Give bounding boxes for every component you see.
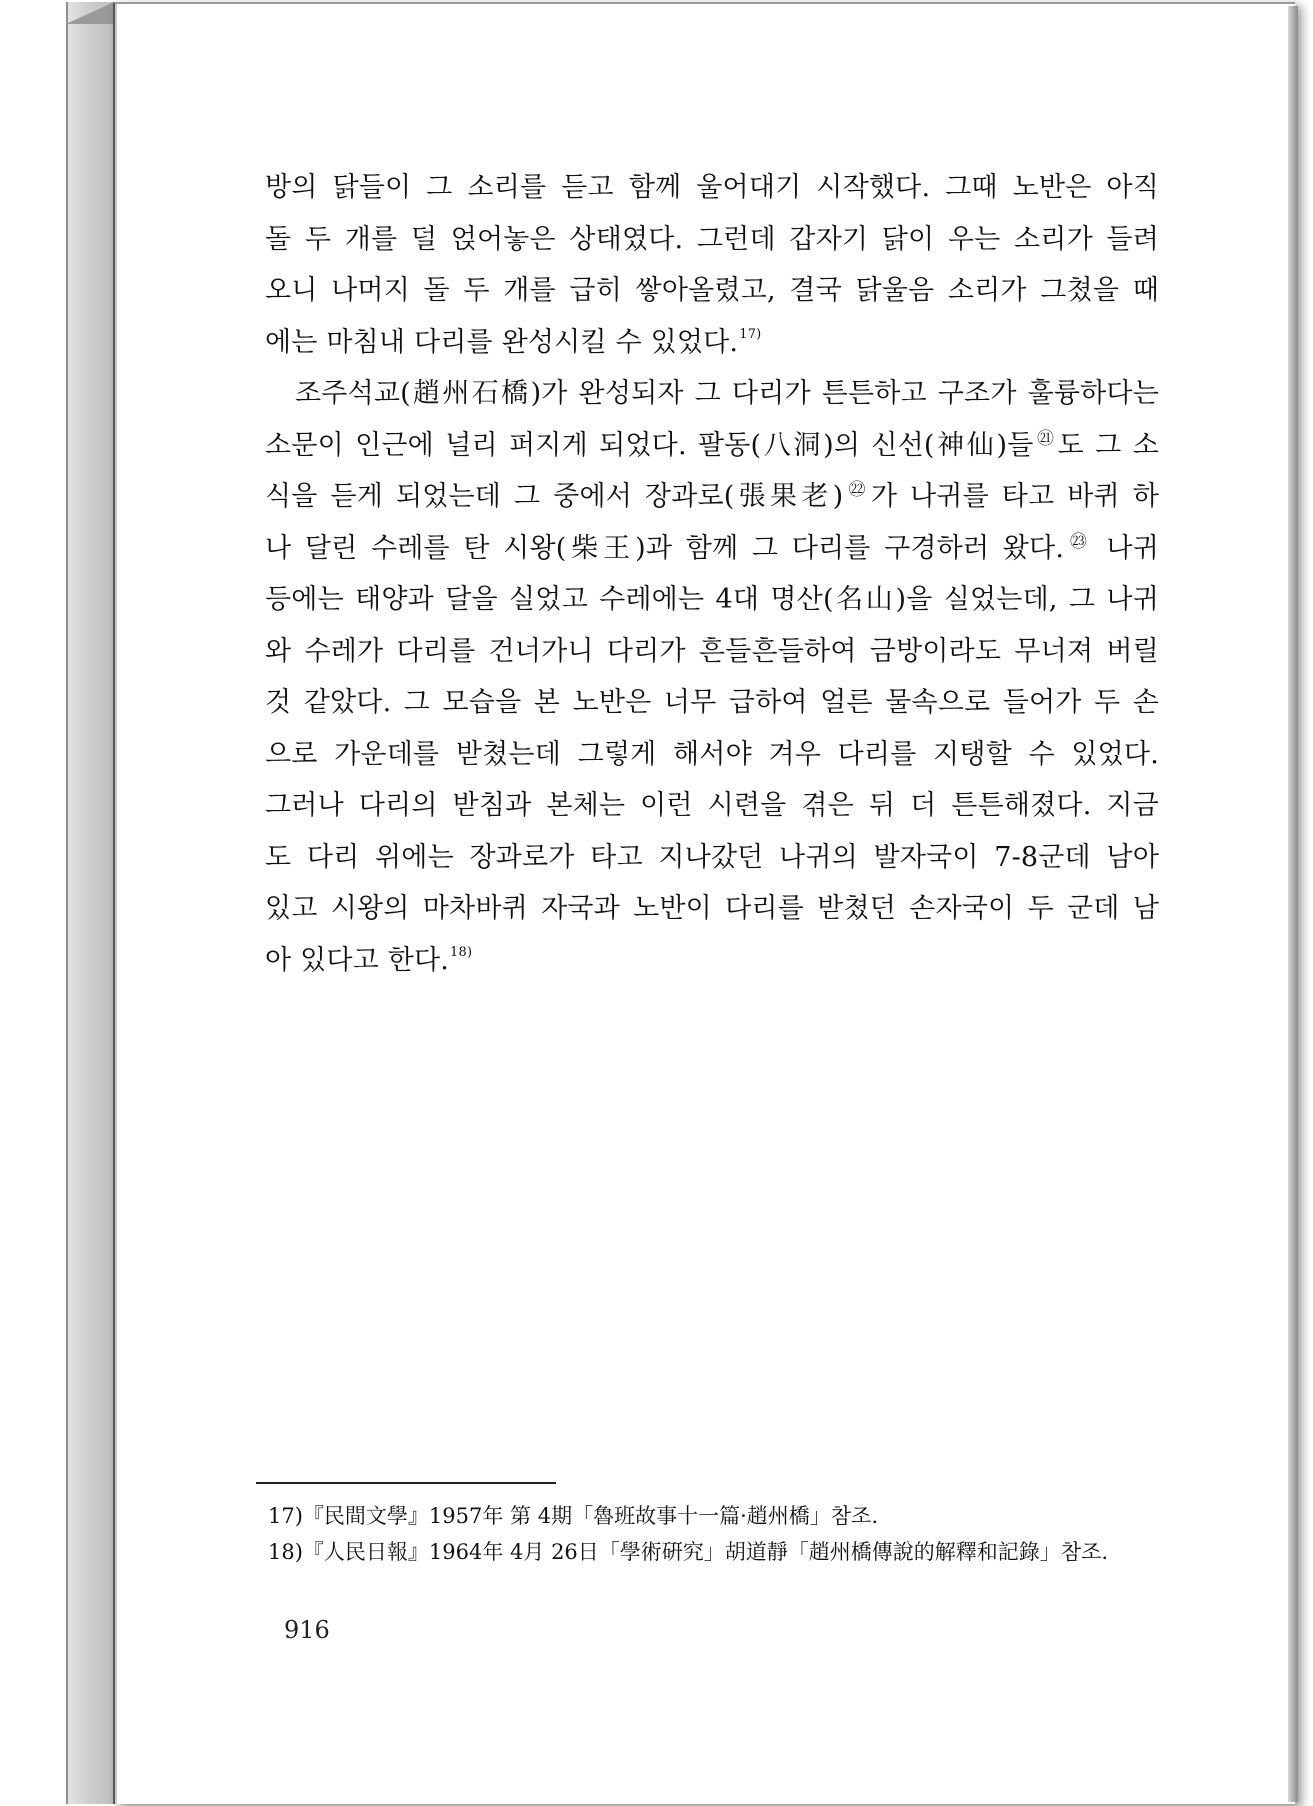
text-line: 도 다리 위에는 장과로가 타고 지나갔던 나귀의 발자국이 7-8군데 남아: [265, 841, 1159, 873]
footnote-mark: 17): [739, 326, 762, 342]
footnote: 18)『人民日報』1964年 4月 26日「學術硏究」胡道靜「趙州橋傳說的解釋和記錄」참조.: [268, 1540, 1109, 1564]
text-line: 것 같았다. 그 모습을 본 노반은 너무 급하여 얼른 물속으로 들어가 두 손: [265, 687, 1159, 718]
text-span: 소문이 인근에 널리 퍼지게 되었다. 팔동(八洞)의 신선(神仙)들: [265, 429, 1034, 461]
text-span: 도 그 소: [1057, 429, 1159, 461]
text-line: [265, 523, 1159, 575]
text-span: 가 나귀를 타고 바퀴 하: [870, 481, 1160, 512]
body-text: [265, 162, 1159, 986]
circled-note-mark: ㉑: [1034, 428, 1057, 449]
text-span: 식을 듣게 되었는데 그 중에서 장과로(張果老): [265, 481, 844, 512]
footnote-separator: [256, 1482, 556, 1484]
footnotes: [268, 1498, 1178, 1570]
text-span: 나 달린 수레를 탄 시왕(柴王)과 함께 그 다리를 구경하러 왔다.: [265, 532, 1065, 564]
text-span: 에는 마침내 다리를 완성시킬 수 있었다.: [265, 326, 739, 358]
text-line: 으로 가운데를 받쳤는데 그렇게 해서야 겨우 다리를 지탱할 수 있었다.: [265, 738, 1159, 770]
text-span: 나귀: [1092, 532, 1159, 564]
page-edge-shadow: [1288, 6, 1298, 1802]
footnote: 17)『民間文學』1957年 第 4期「魯班故事十一篇·趙州橋」참조.: [268, 1504, 878, 1528]
text-line: 오니 나머지 돌 두 개를 급히 쌓아올렸고, 결국 닭울음 소리가 그쳤을 때: [265, 275, 1159, 306]
text-line: 방의 닭들이 그 소리를 듣고 함께 울어대기 시작했다. 그때 노반은 아직: [265, 172, 1159, 203]
text-line: 그러나 다리의 받침과 본체는 이런 시련을 겪은 뒤 더 튼튼해졌다. 지금: [265, 790, 1159, 821]
circled-note-mark: ㉓: [1065, 531, 1092, 552]
text-line: [265, 420, 1159, 472]
circled-note-mark: ㉒: [844, 480, 870, 500]
book-spine: [66, 2, 116, 1804]
text-line: 있고 시왕의 마차바퀴 자국과 노반이 다리를 받쳤던 손자국이 두 군데 남: [265, 893, 1159, 924]
text-line: [265, 935, 1159, 987]
text-line: 돌 두 개를 덜 얹어놓은 상태였다. 그런데 갑자기 닭이 우는 소리가 들려: [265, 223, 1159, 255]
text-line: 와 수레가 다리를 건너가니 다리가 흔들흔들하여 금방이라도 무너져 버릴: [265, 635, 1159, 667]
footnote-mark: 18): [450, 944, 473, 960]
text-line: [265, 471, 1159, 523]
text-span: 아 있다고 한다.: [265, 944, 450, 976]
text-line: 등에는 태양과 달을 실었고 수레에는 4대 명산(名山)을 실었는데, 그 나귀: [265, 584, 1159, 615]
text-line: [265, 317, 1159, 369]
book-spine-bevel: [66, 2, 114, 24]
text-line: 조주석교(趙州石橋)가 완성되자 그 다리가 튼튼하고 구조가 훌륭하다는: [295, 378, 1159, 409]
page-number: 916: [284, 1616, 330, 1644]
